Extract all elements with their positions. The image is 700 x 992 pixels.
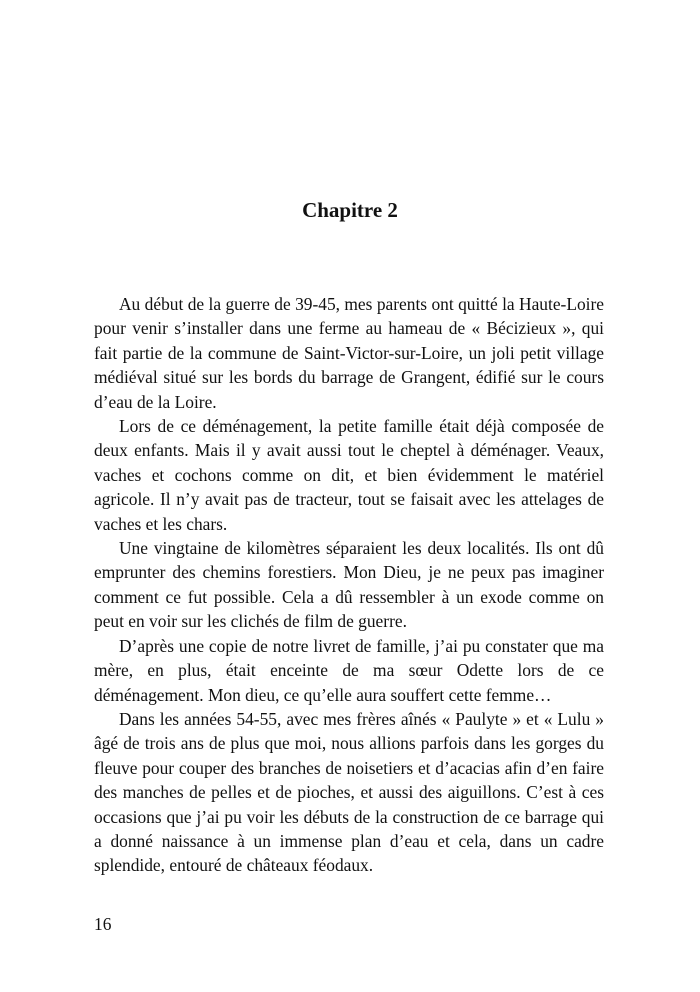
paragraph: Au début de la guerre de 39-45, mes parents ont quitté la Haute-Loire pour venir s’installer dans une ferme au hameau de « Bécizieux », qui fait partie de la commune de Saint-Victor-sur-Loire, un joli petit village médiéval situé sur les bords du barrage de Grangent, édifié sur le cours d’eau de la Loire. <box>94 294 604 412</box>
page-number: 16 <box>94 914 112 934</box>
paragraph: Une vingtaine de kilomètres séparaient les deux localités. Ils ont dû emprunter des chemins forestiers. Mon Dieu, je ne peux pas imaginer comment ce fut possible. Cela a dû ressembler à un exode comme on peut en voir sur les clichés de film de guerre. <box>94 538 604 632</box>
paragraph: D’après une copie de notre livret de famille, j’ai pu constater que ma mère, en plus, était enceinte de ma sœur Odette lors de ce déménagement. Mon dieu, ce qu’elle aura souffert cette femme… <box>94 635 604 705</box>
paragraph: Dans les années 54-55, avec mes frères aînés « Paulyte » et « Lulu » âgé de trois ans de plus que moi, nous allions parfois dans les gorges du fleuve pour couper des branches de noisetiers et d’acacias afin d’en faire des manches de pelles et de pioches, et aussi des aiguillons. C’est à ces occasions que j’ai pu voir les débuts de la construction de ce barrage qui a donné naissance à un immense plan d’eau et cela, dans un cadre splendide, entouré de châteaux féodaux. <box>94 708 604 876</box>
chapter-title: Chapitre 2 <box>302 198 398 222</box>
chapter-body <box>94 292 604 878</box>
paragraph: Lors de ce déménagement, la petite famille était déjà composée de deux enfants. Mais il y avait aussi tout le cheptel à déménager. Veaux, vaches et cochons comme on dit, et bien évidemment le matériel agricole. Il n’y avait pas de tracteur, tout se faisait avec les attelages de vaches et les chars. <box>94 416 604 534</box>
